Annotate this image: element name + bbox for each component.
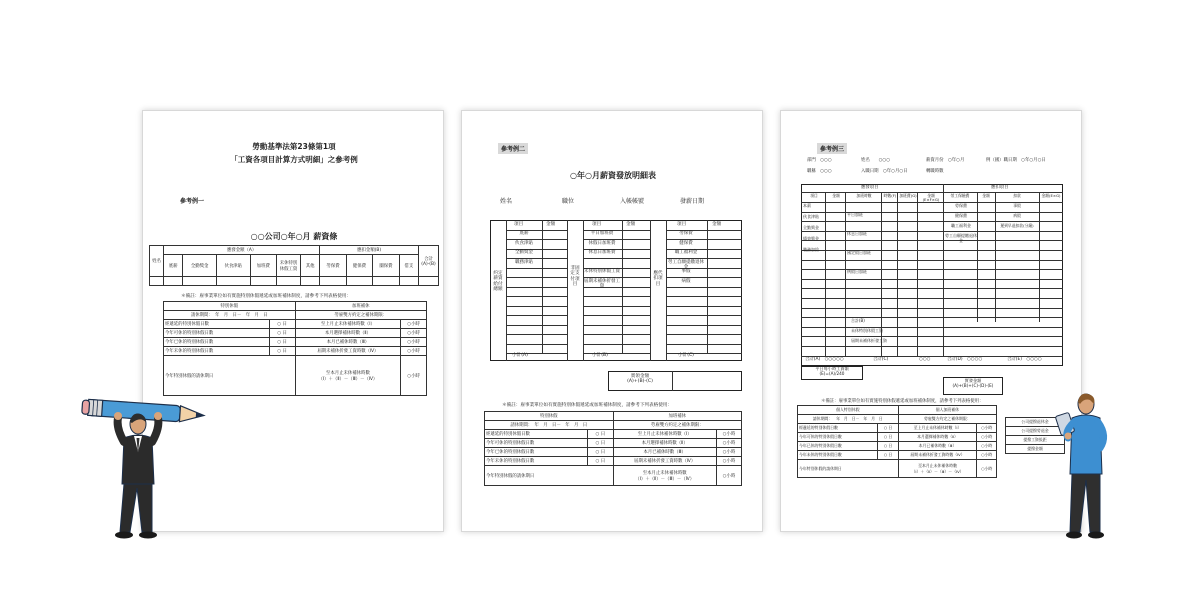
doc1-leave-value: ○ 日 [269, 329, 295, 338]
doc2-subtotal: 小計(A) [512, 353, 528, 358]
doc3-deduct-col: 扣款 [1013, 193, 1021, 198]
doc2-row-line [506, 315, 567, 316]
doc1-col: 未休特別休假工資 [277, 255, 301, 277]
doc3-comp-value: ○小時 [977, 424, 997, 433]
doc2-row-line [583, 306, 650, 307]
doc3-deduct-item: 勞保費 [955, 203, 967, 208]
doc3-ot-item: 平日加班 [847, 212, 863, 217]
doc2-comp-value: ○小時 [716, 457, 741, 466]
doc3-info: 職稱 ○○○ [807, 169, 832, 174]
doc3-row-line [801, 231, 1063, 232]
doc2-item-label: 職工福利金 [674, 250, 698, 255]
doc3-col-line [825, 192, 826, 356]
doc2-item-label: 病假 [681, 278, 691, 284]
doc3-net-label: 實發金額 (A)+(B)+(C)-(D)-(E) [952, 378, 994, 388]
doc2-leave-header: 特別休假 [485, 412, 614, 421]
doc3-base-item: 本薪 [803, 203, 811, 208]
doc1-leave-row: 今年未休的特別休假日數 [164, 347, 270, 356]
doc3-deduct-item: 遲到早退扣款(分鐘) [1000, 223, 1034, 228]
doc2-row-line [666, 344, 742, 345]
doc1-col: 借支 [399, 255, 418, 277]
doc2-item-label: 伙食津貼 [515, 240, 533, 246]
doc3-row-line [801, 317, 1063, 318]
doc1-comp-value: ○小時 [401, 338, 427, 347]
doc3-comp-row: 本月已補休時數（Ⅲ） [898, 442, 977, 451]
doc3-leave-row: 今年特別休假的請休期日 [798, 460, 899, 478]
doc3-payable-col: 項目 [810, 193, 818, 198]
doc3-row-line [801, 298, 1063, 299]
doc2-col-header: 金額 [546, 222, 556, 227]
doc2-leave-table [484, 411, 742, 486]
doc2-item-label: 休假日加班費 [588, 240, 616, 246]
doc3-base-item: 職務加給 [803, 247, 819, 252]
doc1-comp-row: 屆期未補休折發工資時數（Ⅳ） [295, 347, 401, 356]
doc2-leave-value: ○ 日 [588, 439, 613, 448]
doc1-comp-value: ○小時 [401, 320, 427, 329]
doc2-item-label: 未休特別休假工資 [584, 269, 620, 274]
doc2-leave-value: ○ 日 [588, 457, 613, 466]
doc2-group2: 非固定支付項目 [570, 266, 580, 287]
doc3-comp-row: 本月選擇補休時數（Ⅱ） [898, 433, 977, 442]
doc3-leave-row: 今年已休的特別休假日數 [798, 442, 878, 451]
doc3-base-item: 伙食津貼 [803, 214, 819, 219]
doc1-ref-label: 參考例一 [180, 198, 205, 205]
doc2-leave-row: 今年已休的特別休假日數 [485, 448, 588, 457]
doc2-row-line [666, 287, 742, 288]
doc3-info: 部門 ○○○ [807, 158, 832, 163]
doc3-leave-value: ○ 日 [878, 424, 898, 433]
doc2-comp-header: 加班補休 [613, 412, 741, 421]
doc1-payable-header: 應發金額（A） [164, 246, 320, 255]
doc3-info: 例（國）職日期 ○年○月○日 [986, 158, 1046, 163]
doc3-leave-row: 今年可休的特別休假日數 [798, 433, 878, 442]
doc3-leave-value: ○ 日 [878, 451, 898, 460]
doc3-sub-row: 屆期未補休折發工資 [851, 338, 887, 343]
doc1-leave-row: 今年已休的特別休假日數 [164, 338, 270, 347]
doc3-row-line [801, 346, 1063, 347]
doc3-leave-row: 經遞延的特別休假日數 [798, 424, 878, 433]
doc2-row-line [666, 315, 742, 316]
doc3-company-cell: 提撥工資級距 [1006, 436, 1065, 445]
doc2-row-line [583, 344, 650, 345]
doc2-leave-value: ○ 日 [588, 448, 613, 457]
doc3-info: 姓名 ○○○ [861, 158, 891, 163]
doc3-col-line [897, 192, 898, 356]
doc2-item-label: 屆期未補休折發工資 [584, 278, 620, 289]
doc3-row-line [801, 240, 1063, 241]
doc2-comp-value: ○小時 [716, 439, 741, 448]
doc3-row-line [801, 279, 1063, 280]
doc1-comp-row: 本月選擇補休時數（Ⅱ） [295, 329, 401, 338]
doc3-comp-header: 個人加班補休 [898, 406, 996, 415]
doc3-comp-row: 至上月止未休補休時數（Ⅰ） [898, 424, 977, 433]
doc1-col: 伙食津貼 [216, 255, 250, 277]
doc2-row-line [583, 353, 650, 354]
doc1-leave-table [163, 301, 427, 396]
doc3-leave-row: 請休期間： 年 月 日－ 年 月 日 [798, 415, 899, 424]
doc2-row-line [506, 325, 567, 326]
doc3-leave-table [797, 405, 997, 478]
doc1-title-line2: 「工資各項目計算方式明細」之參考例 [230, 155, 358, 164]
doc1-leave-row: 經遞延的特別休假日數 [164, 320, 270, 329]
doc2-ref-label: 參考例二 [498, 143, 528, 154]
doc3-total: 合計(E) ○○○○ [1007, 357, 1042, 362]
doc1-leave-value: ○ 日 [269, 338, 295, 347]
doc1-col: 全勤獎金 [183, 255, 217, 277]
doc2-row-line [583, 325, 650, 326]
doc2-group1: 約定薪資給付總額 [493, 271, 503, 292]
doc3-total: 合計(C) [873, 357, 889, 362]
doc3-sub-row: 合計(B) [851, 318, 865, 323]
doc3-total: 合計(A) ○○○○○ [805, 357, 844, 362]
doc2-comp-row: 至上月止未休補休時數（Ⅰ） [613, 430, 716, 439]
doc2-row-line [583, 258, 650, 259]
doc1-comp-row: 至本月止未休補休時數 （Ⅰ）＋（Ⅱ）－（Ⅲ）－（Ⅳ） [295, 356, 401, 396]
doc3-row-line [801, 327, 1063, 328]
doc2-item-label: 勞工自願提繳退休金 [668, 259, 704, 270]
doc3-payable-col: 加班費(G) [899, 193, 917, 198]
doc2-field-account: 入帳帳號 [620, 198, 645, 205]
doc1-col: 其他 [301, 255, 320, 277]
doc2-item-label: 底薪 [519, 231, 529, 236]
doc2-comp-row: 本月選擇補休時數（Ⅱ） [613, 439, 716, 448]
doc1-name-cell: 姓名 [150, 246, 164, 277]
doc2-col-header: 項目 [677, 222, 687, 227]
doc3-row-line [801, 288, 1063, 289]
doc1-leave-row: 今年特別休假的請休期日 [164, 356, 296, 396]
doc2-comp-value: ○小時 [716, 448, 741, 457]
doc3-info: 薪資月份 ○年○月 [926, 158, 965, 163]
doc1-comp-value: ○小時 [401, 329, 427, 338]
doc3-ot-item: 例假日加班 [847, 269, 867, 274]
doc2-col-header: 項目 [592, 222, 602, 227]
doc3-deduct-header: 應扣項目 [991, 185, 1009, 190]
doc2-row-line [506, 306, 567, 307]
doc3-leave-row: 今年未休的特別休假日數 [798, 451, 878, 460]
doc1-comp-row: 本月已補休時數（Ⅲ） [295, 338, 401, 347]
doc3-deduct-item: 病假 [1013, 213, 1021, 218]
doc1-total-header: 合計 (A)-(B) [419, 246, 439, 277]
doc2-row-line [506, 344, 567, 345]
doc2-row-line [666, 325, 742, 326]
doc3-comp-value: ○小時 [977, 460, 997, 478]
doc3-deduct-col: 勞工保險費 [950, 193, 970, 198]
doc1-leave-value: ○ 日 [269, 320, 295, 329]
doc1-comp-header: 加班補休 [295, 302, 426, 311]
doc2-leave-row: 今年特別休假的請休期日 [485, 466, 614, 486]
doc1-note: ＊備註：雇事業單位如有實施特別休假遞延或加班補休制度，請參考下列表格使用： [181, 294, 351, 299]
doc3-company-cell: 公司提撥退休金 [1006, 418, 1065, 427]
doc3-comp-row: 勞雇雙方約定之補休期限： [898, 415, 996, 424]
doc3-comp-value: ○小時 [977, 433, 997, 442]
doc3-leave-value: ○ 日 [878, 433, 898, 442]
doc2-row-line [666, 296, 742, 297]
doc1-col: 健保費 [346, 255, 372, 277]
doc2-row-line [506, 287, 567, 288]
doc3-row-line [801, 269, 1063, 270]
doc2-row-line [583, 334, 650, 335]
document-example-2 [461, 110, 763, 532]
doc3-payable-col: 加班時數 [856, 193, 872, 198]
doc3-ref-label: 參考例三 [817, 143, 847, 154]
doc3-base-item: 全勤獎金 [803, 225, 819, 230]
doc2-item-label: 健保費 [679, 240, 693, 246]
doc1-title-line1: 勞動基準法第23條第1項 [252, 142, 336, 151]
doc2-col-header: 金額 [712, 222, 722, 227]
doc3-row-line [801, 356, 1063, 357]
doc2-subtotal: 小計(B) [592, 353, 608, 358]
doc1-leave-header: 特別休假 [164, 302, 296, 311]
doc2-row-line [666, 306, 742, 307]
document-example-3 [780, 110, 1082, 532]
doc3-leave-value: ○ 日 [878, 442, 898, 451]
doc1-payslip-title: ○○公司○年○月 薪資條 [250, 232, 338, 241]
doc1-leave-value: ○ 日 [269, 347, 295, 356]
doc3-comp-value: ○小時 [977, 451, 997, 460]
doc1-leave-row: 請休期間： 年 月 日－ 年 月 日 [164, 311, 296, 320]
doc3-company-cell: 公司提撥勞退金 [1006, 427, 1065, 436]
doc3-total: ○○○ [919, 357, 931, 362]
doc3-row-line [801, 212, 1063, 213]
doc2-item-label: 全勤獎金 [515, 250, 533, 255]
doc1-comp-value: ○小時 [401, 347, 427, 356]
man-with-pencil-illustration [80, 392, 210, 542]
doc2-col-header: 項目 [514, 222, 524, 227]
doc3-col-line [917, 192, 918, 356]
doc2-row-line [506, 334, 567, 335]
doc1-comp-row: 勞雇雙方約定之補休期限： [295, 311, 426, 320]
doc2-net-label: 實領金額 (A)+(B)-(C) [627, 374, 653, 385]
doc3-deduct-item: 勞工自願提繳退休金 [945, 233, 977, 243]
doc3-info: 轉職時數 [926, 169, 944, 174]
doc2-field-paydate: 發薪日期 [680, 198, 705, 205]
doc1-col: 加班費 [250, 255, 276, 277]
doc3-comp-row: 至本月止未休補休時數 （Ⅰ）＋（Ⅱ）－（Ⅲ）－（Ⅳ） [898, 460, 977, 478]
doc2-comp-row: 本月已補休時數（Ⅲ） [613, 448, 716, 457]
doc2-field-position: 職位 [562, 198, 575, 205]
doc3-deduct-col: 金額(E×G) [1041, 193, 1061, 198]
doc3-hourly-note: 平日每小時工資額 (E)=(A)/240 [815, 366, 849, 376]
doc2-item-label: 事假 [681, 269, 691, 274]
doc2-field-name: 姓名 [500, 198, 513, 205]
doc2-leave-value: ○ 日 [588, 430, 613, 439]
doc1-deduct-header: 應扣金額(B) [320, 246, 419, 255]
doc3-info: 入職日期 ○年○月○日 [861, 169, 908, 174]
doc3-leave-header: 個人特別休假 [798, 406, 899, 415]
doc3-comp-value: ○小時 [977, 442, 997, 451]
doc1-col: 勞保費 [320, 255, 346, 277]
doc2-item-label: 職務津貼 [515, 259, 533, 265]
doc3-deduct-item: 職工福利金 [951, 223, 971, 228]
doc3-deduct-col: 金額 [982, 193, 990, 198]
doc3-row-line [801, 336, 1063, 337]
doc2-item-label: 休息日加班費 [588, 250, 616, 255]
doc3-total: 合計(D) ○○○○ [947, 357, 983, 362]
doc1-payslip-table [149, 245, 439, 286]
doc2-row-line [666, 334, 742, 335]
doc3-company-cell: 提撥金額 [1006, 445, 1065, 454]
doc3-deduct-item: 健保費 [955, 213, 967, 218]
doc2-row-line [506, 268, 567, 269]
doc3-row-line [801, 308, 1063, 309]
doc1-col: 團保費 [373, 255, 399, 277]
doc2-subtotal: 小計(C) [678, 353, 694, 358]
doc1-col: 底薪 [164, 255, 183, 277]
doc2-comp-row: 至本月止未休補休時數 （Ⅰ）＋（Ⅱ）－（Ⅲ）－（Ⅳ） [613, 466, 716, 486]
doc3-comp-row: 屆期未補休折發工資時數（Ⅳ） [898, 451, 977, 460]
doc2-item-label: 平日加班費 [590, 231, 614, 236]
doc2-leave-row: 經遞延的特別休假日數 [485, 430, 588, 439]
doc3-sub-row: 未休特別休假工資 [851, 328, 883, 333]
doc3-payable-header: 應發項目 [861, 185, 879, 190]
doc3-payable-col: 金額 [832, 193, 840, 198]
doc2-note: ＊備註：雇事業單位如有實施特別休假遞延或加班補休制度，請參考下列表格使用： [502, 403, 672, 408]
doc2-leave-row: 請休期間： 年 月 日－ 年 月 日 [485, 421, 614, 430]
doc1-comp-value: ○小時 [401, 356, 427, 396]
doc2-row-line [666, 353, 742, 354]
doc2-leave-row: 今年未休的特別休假日數 [485, 457, 588, 466]
doc2-col-header: 金額 [626, 222, 636, 227]
doc2-item-label: 勞保費 [679, 231, 693, 236]
doc3-row-line [801, 260, 1063, 261]
doc3-ot-item: 國定假日加班 [847, 250, 871, 255]
man-with-tablet-illustration [1050, 392, 1120, 542]
doc1-comp-row: 至上月止未休補休時數（Ⅰ） [295, 320, 401, 329]
doc3-ot-item: 休息日加班 [847, 231, 867, 236]
doc2-comp-row: 勞雇雙方約定之補休期限： [613, 421, 741, 430]
doc2-row-line [583, 315, 650, 316]
doc2-group3: 應代扣項目 [653, 271, 663, 287]
doc3-payable-col: 時數(F) [883, 193, 897, 198]
doc3-payable-col: 金額(E×F×G) [922, 193, 940, 203]
doc2-title: ○年○月薪資發放明細表 [570, 171, 656, 180]
doc2-row-line [506, 353, 567, 354]
doc2-row-line [506, 296, 567, 297]
doc3-note: ＊備註：雇事業單位如有實施特別休假遞延或加班補休制度，請參考下列表格使用： [821, 399, 984, 404]
doc2-comp-row: 屆期未補休折發工資時數（Ⅳ） [613, 457, 716, 466]
doc2-comp-value: ○小時 [716, 466, 741, 486]
doc3-col-line [845, 192, 846, 356]
doc3-base-item: 績效獎金 [803, 236, 819, 241]
doc2-leave-row: 今年可休的特別休假日數 [485, 439, 588, 448]
doc2-row-line [506, 277, 567, 278]
doc2-comp-value: ○小時 [716, 430, 741, 439]
doc3-deduct-item: 事假 [1013, 203, 1021, 208]
doc2-row-line [583, 296, 650, 297]
doc1-leave-row: 今年可休的特別休假日數 [164, 329, 270, 338]
